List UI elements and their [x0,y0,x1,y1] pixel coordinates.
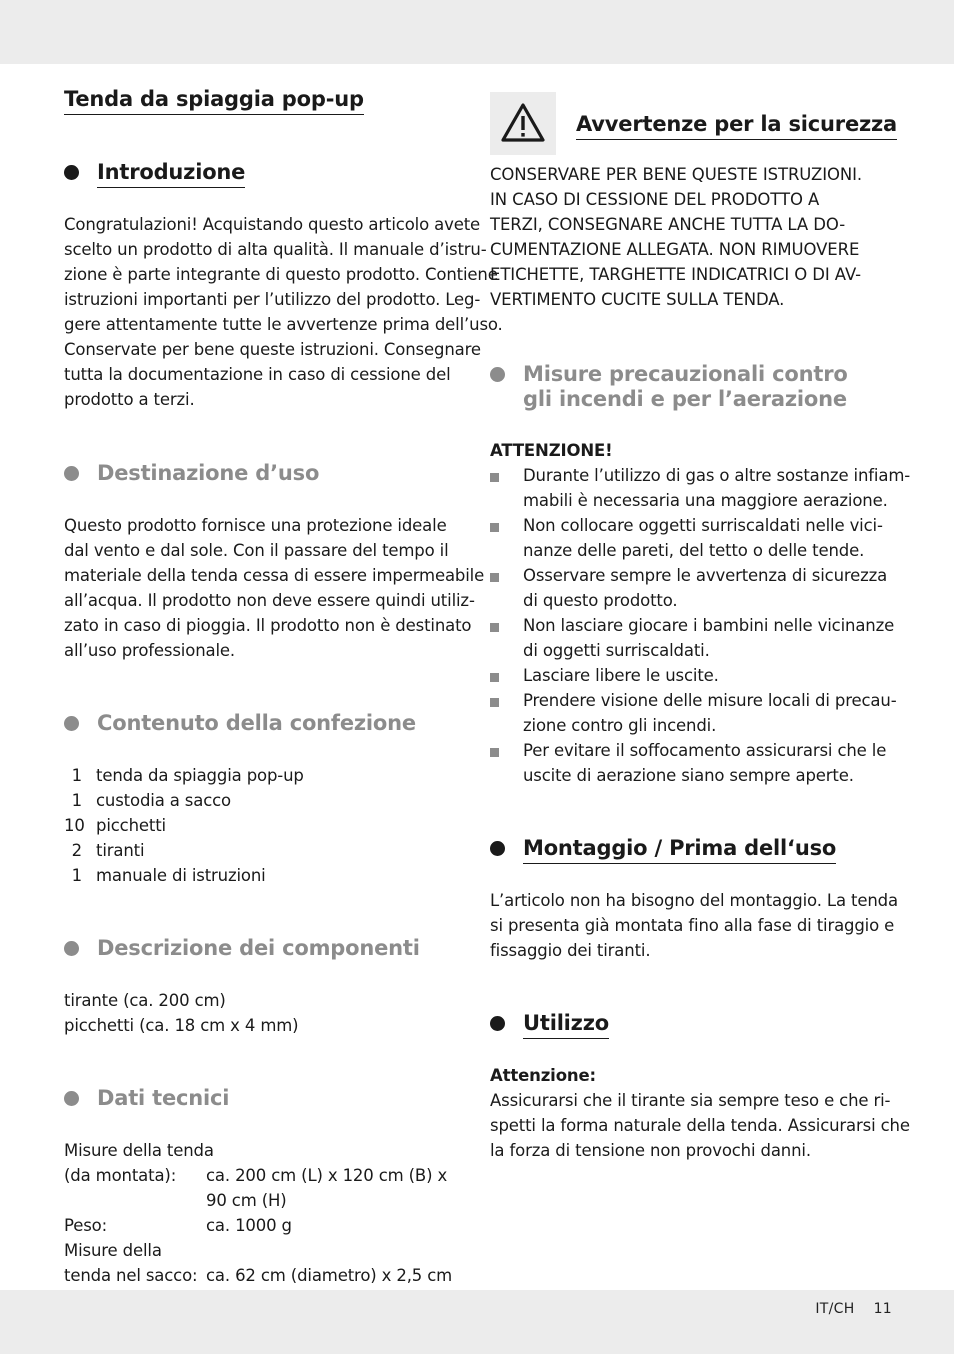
fire-bullet-list [490,463,911,788]
page-footer [815,1301,892,1317]
list-item: 1 manuale di istruzioni [71,866,266,885]
heading-dati-tecnici: Dati tecnici [64,1086,464,1114]
safety-text: CONSERVARE PER BENE QUESTE ISTRUZIONI. IN CASO DI CESSIONE DEL PRODOTTO A TERZI, CONSEGNARE ANCHE TUTTA LA DO- CUMENTAZIONE ALLEGATA. NON RIMUOVERE ETICHETTE, TARGHETTE INDICATRICI O DI AV- VERTIMENTO CUCITE SULLA TENDA. [490,165,863,309]
list-item: Non collocare oggetti surriscaldati nelle vici- nanze delle pareti, del tetto o delle tende. [490,513,892,563]
bullet-dot-icon [490,367,505,382]
locale-code: IT/CH [815,1301,855,1317]
use-paragraph: Questo prodotto fornisce una protezione ideale dal vento e dal sole. Con il passare del tempo il materiale della tenda cessa di essere impermeabile all’acqua. Il prodotto non deve essere quindi utiliz- zato in caso di pioggia. Il prodotto non è destinato all’uso professionale. [64,516,485,660]
heading-misure-precauzionali: Misure precauzionali contro gli incendi e per l’aerazione [490,362,892,414]
bullet-dot-icon [64,466,79,481]
square-bullet-icon [490,673,499,682]
heading-contenuto: Contenuto della confezione [64,711,464,739]
bullet-dot-icon [64,716,79,731]
page-title: Tenda da spiaggia pop-up [64,86,364,115]
square-bullet-icon [490,573,499,582]
table-row: tenda nel sacco: ca. 62 cm (diametro) x 2,5 cm [64,1266,453,1285]
list-item: 1 custodia a sacco [71,791,232,810]
usage-paragraph: Attenzione: Assicurarsi che il tirante sia sempre teso e che ri- spetti la forma naturale della tenda. Assicurarsi che la forza di tensione non provochi danni. [490,1063,892,1163]
square-bullet-icon [490,473,499,482]
footer-band [0,1290,954,1354]
header-band [0,0,954,64]
bullet-dot-icon [64,941,79,956]
square-bullet-icon [490,748,499,757]
bullet-dot-icon [64,165,79,180]
square-bullet-icon [490,623,499,632]
warning-box [490,92,556,155]
bullet-dot-icon [64,1091,79,1106]
heading-destinazione: Destinazione d’uso [64,461,464,489]
table-row: Peso: ca. 1000 g [64,1216,292,1235]
heading-montaggio: Montaggio / Prima dell‘uso [490,836,892,864]
square-bullet-icon [490,523,499,532]
list-item: 2 tiranti [71,841,145,860]
table-row: Misure della tenda [64,1141,214,1160]
contents-list [64,763,464,888]
list-item: 1 tenda da spiaggia pop-up [71,766,304,785]
intro-paragraph: Congratulazioni! Acquistando questo articolo avete scelto un prodotto di alta qualità. Il manuale d’istru- zione è parte integrante di questo prodotto. Contiene istruzioni importanti per l’utilizzo del prodotto. Leg- gere attentamente tutte le avvertenze prima dell’uso. Conservate per bene queste istruzioni. Consegnare tutta la documentazione in caso di cessione del prodotto a terzi. [64,215,503,409]
warning-label: ATTENZIONE! [490,441,613,460]
heading-utilizzo: Utilizzo [490,1011,892,1039]
bullet-dot-icon [490,1016,505,1031]
heading-avvertenze: Avvertenze per la sicurezza [576,111,897,140]
attention-label: Attenzione: [490,1066,596,1085]
components-list: tirante (ca. 200 cm) picchetti (ca. 18 cm x 4 mm) [64,991,299,1035]
list-item: Prendere visione delle misure locali di precau- zione contro gli incendi. [490,688,892,738]
tech-table [64,1138,464,1288]
square-bullet-icon [490,698,499,707]
assembly-paragraph: L’articolo non ha bisogno del montaggio. La tenda si presenta già montata fino alla fase di tiraggio e fissaggio dei tiranti. [490,891,898,960]
list-item: 10 picchetti [64,816,166,835]
list-item: Per evitare il soffocamento assicurarsi che le uscite di aerazione siano sempre aperte. [490,738,892,788]
list-item: Osservare sempre le avvertenza di sicurezza di questo prodotto. [490,563,892,613]
heading-descrizione: Descrizione dei componenti [64,936,464,964]
heading-introduzione: Introduzione [64,160,464,188]
table-row: 90 cm (H) [206,1191,287,1210]
list-item: Non lasciare giocare i bambini nelle vicinanze di oggetti surriscaldati. [490,613,892,663]
list-item: Durante l’utilizzo di gas o altre sostanze infiam- mabili è necessaria una maggiore aerazione. [490,463,892,513]
table-row: (da montata): ca. 200 cm (L) x 120 cm (B) x [64,1166,448,1185]
list-item: Lasciare libere le uscite. [490,663,892,688]
table-row: Misure della [64,1241,162,1260]
warning-triangle-icon [490,92,556,155]
bullet-dot-icon [490,841,505,856]
page-number: 11 [873,1301,892,1317]
